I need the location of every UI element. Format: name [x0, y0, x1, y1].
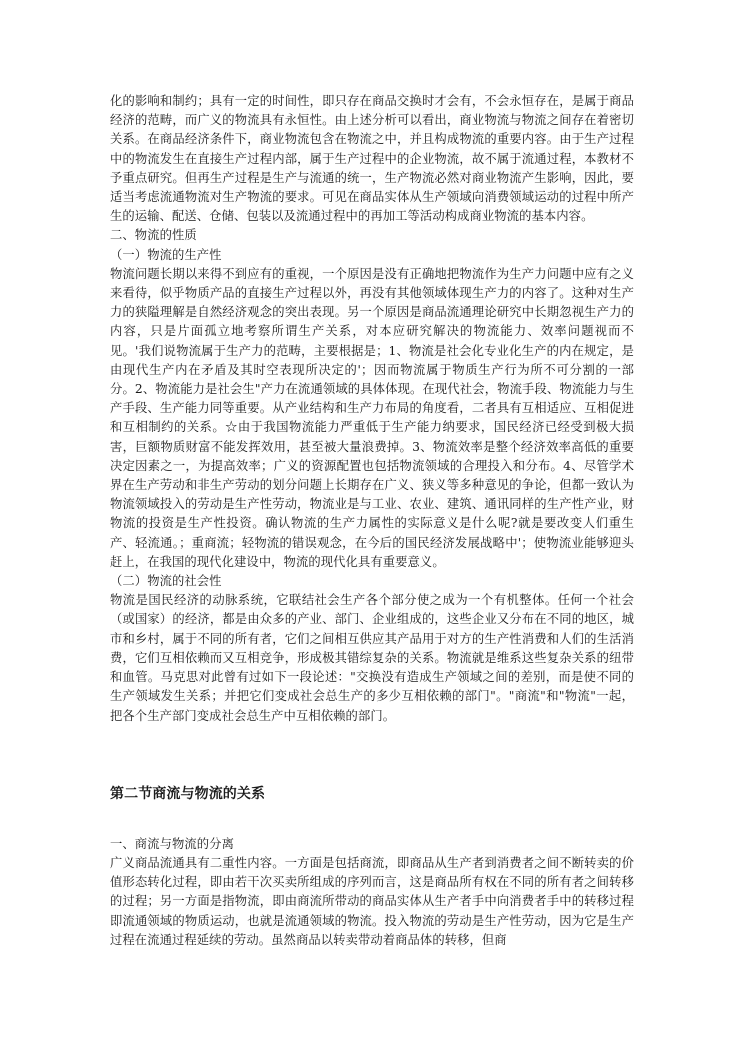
paragraph-social: 物流是国民经济的动脉系统，它联结社会生产各个部分使之成为一个有机整体。任何一个社会（或国家）的经济，都是由众多的产业、部门、企业组成的，这些企业又分布在不同的地区，城市和乡村，属于不同的所有者，它们之间相互供应其产品用于对方的生产性消费和人们的生活消费，它们互相依赖而又互相竞争，形成极其错综复杂的关系。物流就是维系这些复杂关系的纽带和血管。马克思对此曾有过如下一段论述："交换没有造成生产领域之间的差别，而是使不同的生产领域发生关系；并把它们变成社会总生产的多少互相依赖的部门"。"商流"和"物流"一起，把各个生产部门变成社会总生产中互相依赖的部门。 — [110, 593, 634, 723]
paragraph-intro: 化的影响和制约；具有一定的时间性，即只存在商品交换时才会有，不会永恒存在，是属于商品经济的范畴，而广义的物流具有永恒性。由上述分析可以看出，商业物流与物流之间存在着密切关系。在商品经济条件下，商业物流包含在物流之中，并且构成物流的重要内容。由于生产过程中的物流发生在直接生产过程内部，属于生产过程中的企业物流，故不属于流通过程，本教材不予重点研究。但再生产过程是生产与流通的统一，生产物流必然对商业物流产生影响，因此，要适当考虑流通物流对生产物流的要求。可见在商品实体从生产领域向消费领域运动的过程中所产生的运输、配送、仓储、包装以及流通过程中的再加工等活动构成商业物流的基本内容。 — [110, 94, 634, 224]
heading-separation: 一、商流与物流的分离 — [110, 836, 234, 851]
document-page — [110, 92, 634, 950]
paragraph-productive: 物流问题长期以来得不到应有的重视，一个原因是没有正确地把物流作为生产力问题中应有之义来看待，似乎物质产品的直接生产过程以外，再没有其他领域体现生产力的内容了。这种对生产力的狭隘理解是自然经济观念的突出表现。另一个原因是商品流通理论研究中长期忽视生产力的内容，只是片面孤立地考察所谓生产关系，对本应研究解决的物流能力、效率问题视而不见。'我们说物流属于生产力的范畴，主要根据是；1、物流是社会化专业化生产的内在规定，是由现代生产内在矛盾及其时空表现所决定的'；因而物流属于物质生产行为所不可分割的一部分。2、物流能力是社会生"产力在流通领域的具体体现。在现代社会，物流手段、物流能力与生产手段、生产能力同等重要。从产业结构和生产力布局的角度看，二者具有互相适应、互相促进和互相制约的关系。☆由于我国物流能力严重低于生产能力纳要求，国民经济已经受到极大损害，巨额物质财富不能发挥效用，甚至被大量浪费掉。3、物流效率是整个经济效率高低的重要决定因素之一，为提高效率；广义的资源配置也包括物流领域的合理投入和分布。4、尽管学术界在生产劳动和非生产劳动的划分问题上长期存在广义、狭义等多种意见的争论，但都一致认为物流领域投入的劳动是生产性劳动，物流业是与工业、农业、建筑、通讯同样的生产性产业，财物流的投资是生产性投资。确认物流的生产力属性的实际意义是什么呢?就是要改变人们重生产、轻流通。；重商流；轻物流的错误观念，在今后的国民经济发展战略中'；使物流业能够迎头赶上，在我国的现代化建设中，物流的现代化具有重要意义。 — [110, 266, 634, 569]
section-spacer — [110, 726, 634, 784]
section-title: 第二节商流与物流的关系 — [110, 785, 266, 802]
section-spacer-2 — [110, 804, 634, 835]
paragraph-separation: 广义商品流通具有二重性内容。一方面是包括商流，即商品从生产者到消费者之间不断转卖的价值形态转化过程，即由若干次买卖所组成的序列而言，这是商品所有权在不同的所有者之间转移的过程；另一方面是指物流，即由商流所带动的商品实体从生产者手中向消费者手中的转移过程即流通领域的物质运动，也就是流通领域的物流。投入物流的劳动是生产性劳动，因为它是生产过程在流通过程延续的劳动。虽然商品以转卖带动着商品体的转移，但商 — [110, 855, 634, 947]
heading-productive: （一）物流的生产性 — [110, 247, 222, 262]
heading-social: （二）物流的社会性 — [110, 574, 222, 589]
heading-nature: 二、物流的性质 — [110, 228, 197, 243]
